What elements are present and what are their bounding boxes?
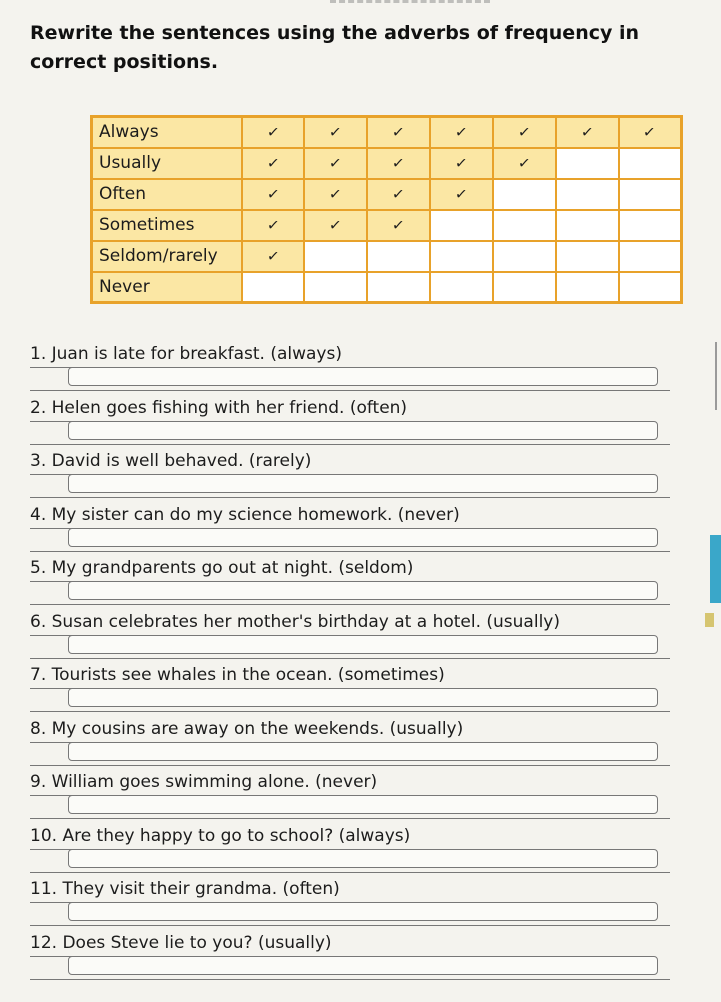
writing-line bbox=[30, 818, 670, 819]
exercise-number: 7. bbox=[30, 665, 47, 685]
empty-cell bbox=[493, 210, 556, 241]
checked-cell bbox=[367, 179, 430, 210]
checked-cell bbox=[430, 179, 493, 210]
table-row bbox=[92, 210, 682, 241]
exercise-number: 6. bbox=[30, 611, 47, 632]
table-row bbox=[92, 117, 682, 148]
page-edge-mark bbox=[715, 342, 721, 410]
checked-cell bbox=[493, 148, 556, 179]
exercise-number: 4. bbox=[30, 504, 47, 525]
empty-cell bbox=[493, 272, 556, 303]
exercise-text: Tourists see whales in the ocean. (sometimes) bbox=[51, 665, 445, 685]
exercise-sentence bbox=[30, 396, 407, 422]
empty-cell bbox=[556, 241, 619, 272]
checked-cell bbox=[242, 148, 305, 179]
check-mark-icon: ✓ bbox=[579, 122, 595, 142]
checked-cell bbox=[304, 179, 367, 210]
answer-field[interactable] bbox=[68, 902, 658, 921]
exercise-item bbox=[30, 877, 700, 931]
checked-cell bbox=[242, 241, 305, 272]
frequency-label: Usually bbox=[92, 148, 242, 179]
table-row bbox=[92, 241, 682, 272]
checked-cell bbox=[304, 148, 367, 179]
check-mark-icon: ✓ bbox=[265, 122, 281, 142]
page-top-fragment bbox=[330, 0, 490, 6]
answer-field[interactable] bbox=[68, 367, 658, 386]
empty-cell bbox=[619, 272, 682, 303]
checked-cell bbox=[242, 210, 305, 241]
exercise-item bbox=[30, 449, 700, 503]
check-mark-icon: ✓ bbox=[391, 153, 406, 173]
check-mark-icon: ✓ bbox=[517, 153, 532, 173]
writing-line bbox=[30, 925, 670, 926]
exercise-item bbox=[30, 663, 700, 717]
writing-line bbox=[30, 551, 670, 552]
empty-cell bbox=[619, 148, 682, 179]
exercise-item bbox=[30, 824, 700, 878]
checked-cell bbox=[304, 117, 367, 148]
empty-cell bbox=[556, 179, 619, 210]
exercise-text: William goes swimming alone. (never) bbox=[51, 772, 378, 792]
check-mark-icon: ✓ bbox=[454, 153, 469, 173]
checked-cell bbox=[493, 117, 556, 148]
exercise-list bbox=[30, 342, 700, 984]
checked-cell bbox=[619, 117, 682, 148]
checked-cell bbox=[367, 148, 430, 179]
check-mark-icon: ✓ bbox=[454, 122, 469, 142]
exercise-sentence bbox=[30, 717, 463, 743]
check-mark-icon: ✓ bbox=[517, 122, 532, 142]
check-mark-icon: ✓ bbox=[328, 215, 343, 235]
exercise-text: Helen goes fishing with her friend. (often) bbox=[51, 397, 408, 418]
writing-line bbox=[30, 872, 670, 873]
exercise-sentence bbox=[30, 931, 332, 957]
instruction-heading: Rewrite the sentences using the adverbs of frequency in correct positions. bbox=[30, 22, 640, 73]
frequency-label: Never bbox=[92, 272, 242, 303]
exercise-item bbox=[30, 396, 700, 450]
answer-field[interactable] bbox=[68, 742, 658, 761]
exercise-sentence bbox=[30, 824, 410, 850]
page-edge-mark bbox=[705, 613, 714, 627]
check-mark-icon: ✓ bbox=[391, 122, 406, 142]
checked-cell bbox=[367, 117, 430, 148]
checked-cell bbox=[304, 210, 367, 241]
empty-cell bbox=[304, 272, 367, 303]
exercise-item bbox=[30, 610, 700, 664]
empty-cell bbox=[619, 241, 682, 272]
exercise-text: Juan is late for breakfast. (always) bbox=[51, 344, 342, 364]
check-mark-icon: ✓ bbox=[642, 122, 657, 142]
exercise-item bbox=[30, 342, 700, 396]
writing-line bbox=[30, 765, 670, 766]
empty-cell bbox=[430, 241, 493, 272]
empty-cell bbox=[367, 272, 430, 303]
page-edge-mark bbox=[710, 535, 721, 603]
exercise-sentence bbox=[30, 449, 311, 475]
exercise-number: 11. bbox=[30, 879, 58, 899]
exercise-item bbox=[30, 556, 700, 610]
exercise-number: 8. bbox=[30, 718, 47, 739]
answer-field[interactable] bbox=[68, 581, 658, 600]
exercise-item bbox=[30, 770, 700, 824]
exercise-sentence bbox=[30, 610, 560, 636]
exercise-number: 10. bbox=[30, 825, 58, 846]
writing-line bbox=[30, 497, 670, 498]
empty-cell bbox=[556, 148, 619, 179]
writing-line bbox=[30, 390, 670, 391]
answer-field[interactable] bbox=[68, 688, 658, 707]
answer-field[interactable] bbox=[68, 635, 658, 654]
writing-line bbox=[30, 604, 670, 605]
answer-field[interactable] bbox=[68, 421, 658, 440]
empty-cell bbox=[367, 241, 430, 272]
empty-cell bbox=[556, 210, 619, 241]
checked-cell bbox=[556, 117, 619, 148]
empty-cell bbox=[430, 272, 493, 303]
frequency-label: Often bbox=[92, 179, 242, 210]
answer-field[interactable] bbox=[68, 956, 658, 975]
exercise-sentence bbox=[30, 556, 413, 582]
exercise-text: They visit their grandma. (often) bbox=[62, 879, 340, 899]
exercise-number: 12. bbox=[30, 932, 58, 953]
frequency-label: Seldom/rarely bbox=[92, 241, 242, 272]
exercise-sentence bbox=[30, 770, 377, 796]
check-mark-icon: ✓ bbox=[328, 153, 343, 173]
check-mark-icon: ✓ bbox=[265, 153, 281, 173]
empty-cell bbox=[556, 272, 619, 303]
table-row bbox=[92, 148, 682, 179]
checked-cell bbox=[242, 117, 305, 148]
answer-field[interactable] bbox=[68, 528, 658, 547]
answer-field[interactable] bbox=[68, 849, 658, 868]
writing-line bbox=[30, 658, 670, 659]
exercise-item bbox=[30, 717, 700, 771]
answer-field[interactable] bbox=[68, 474, 658, 493]
empty-cell bbox=[619, 210, 682, 241]
frequency-label: Always bbox=[92, 117, 242, 148]
empty-cell bbox=[242, 272, 305, 303]
checked-cell bbox=[242, 179, 305, 210]
check-mark-icon: ✓ bbox=[265, 184, 281, 204]
exercise-number: 3. bbox=[30, 451, 47, 471]
empty-cell bbox=[493, 179, 556, 210]
check-mark-icon: ✓ bbox=[265, 246, 281, 266]
checked-cell bbox=[430, 148, 493, 179]
exercise-item bbox=[30, 503, 700, 557]
check-mark-icon: ✓ bbox=[454, 184, 469, 204]
exercise-text: My grandparents go out at night. (seldom) bbox=[51, 558, 414, 578]
check-mark-icon: ✓ bbox=[391, 215, 406, 235]
writing-line bbox=[30, 711, 670, 712]
frequency-label: Sometimes bbox=[92, 210, 242, 241]
exercise-sentence bbox=[30, 342, 342, 368]
exercise-text: David is well behaved. (rarely) bbox=[51, 451, 312, 471]
check-mark-icon: ✓ bbox=[328, 184, 343, 204]
empty-cell bbox=[493, 241, 556, 272]
answer-field[interactable] bbox=[68, 795, 658, 814]
exercise-number: 1. bbox=[30, 344, 47, 364]
check-mark-icon: ✓ bbox=[391, 184, 406, 204]
exercise-sentence bbox=[30, 877, 340, 903]
exercise-text: My cousins are away on the weekends. (usually) bbox=[51, 718, 464, 739]
exercise-number: 9. bbox=[30, 772, 47, 792]
table-row bbox=[92, 179, 682, 210]
writing-line bbox=[30, 979, 670, 980]
exercise-text: Are they happy to go to school? (always) bbox=[62, 825, 411, 846]
exercise-item bbox=[30, 931, 700, 985]
check-mark-icon: ✓ bbox=[328, 122, 343, 142]
table-row bbox=[92, 272, 682, 303]
check-mark-icon: ✓ bbox=[265, 215, 281, 235]
empty-cell bbox=[304, 241, 367, 272]
empty-cell bbox=[430, 210, 493, 241]
frequency-table bbox=[90, 115, 683, 304]
exercise-text: Does Steve lie to you? (usually) bbox=[62, 932, 332, 953]
exercise-number: 2. bbox=[30, 397, 47, 418]
exercise-number: 5. bbox=[30, 558, 47, 578]
exercise-sentence bbox=[30, 503, 460, 529]
exercise-sentence bbox=[30, 663, 445, 689]
exercise-text: Susan celebrates her mother's birthday at a hotel. (usually) bbox=[51, 611, 560, 632]
empty-cell bbox=[619, 179, 682, 210]
checked-cell bbox=[430, 117, 493, 148]
checked-cell bbox=[367, 210, 430, 241]
writing-line bbox=[30, 444, 670, 445]
exercise-text: My sister can do my science homework. (never) bbox=[51, 504, 460, 525]
